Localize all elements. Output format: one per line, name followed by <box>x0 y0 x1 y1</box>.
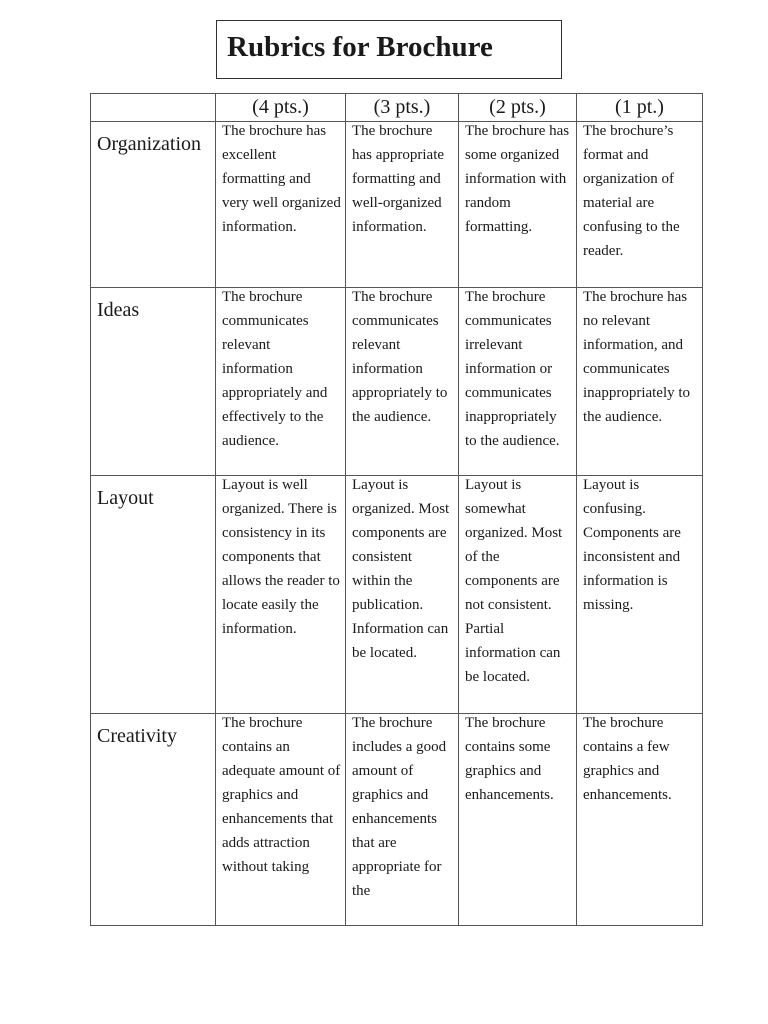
cell-text: The brochure has some organized information with random formatting. <box>465 123 570 235</box>
table-row-ideas <box>91 288 703 476</box>
header-cell-2pts: (2 pts.) <box>459 94 577 122</box>
header-cell-4pts: (4 pts.) <box>216 94 346 122</box>
table-row-creativity <box>91 714 703 926</box>
rubric-cell <box>216 476 346 714</box>
rubric-cell <box>346 288 459 476</box>
criterion-label: Layout <box>97 487 154 509</box>
rubric-cell <box>577 714 703 926</box>
header-cell-1pt: (1 pt.) <box>577 94 703 122</box>
cell-text: The brochure communicates irrelevant information or communicates inappropriately to the audience. <box>465 289 560 449</box>
criterion-cell <box>91 476 216 714</box>
rubric-cell <box>216 288 346 476</box>
criterion-cell <box>91 288 216 476</box>
criterion-label: Organization <box>97 133 202 155</box>
page-title: Rubrics for Brochure <box>227 31 493 63</box>
cell-text: The brochure’s format and organization of material are confusing to the reader. <box>583 123 680 259</box>
header-cell-empty <box>91 94 216 122</box>
cell-text: The brochure has excellent formatting and very well organized information. <box>222 123 341 235</box>
cell-text: The brochure has appropriate formatting and well-organized information. <box>352 123 445 235</box>
cell-text: The brochure communicates relevant information appropriately and effectively to the audience. <box>222 289 328 449</box>
cell-text: Layout is organized. Most components are consistent within the publication. Information can be located. <box>352 477 450 661</box>
rubric-cell <box>577 476 703 714</box>
table-row-layout <box>91 476 703 714</box>
cell-text: The brochure communicates relevant information appropriately to the audience. <box>352 289 448 425</box>
header-cell-3pts: (3 pts.) <box>346 94 459 122</box>
rubric-table <box>90 93 703 926</box>
rubric-cell <box>346 476 459 714</box>
cell-text: Layout is confusing. Components are inconsistent and information is missing. <box>583 477 681 613</box>
cell-text: The brochure contains some graphics and enhancements. <box>465 715 554 803</box>
cell-text: The brochure contains a few graphics and enhancements. <box>583 715 672 803</box>
cell-text: The brochure has no relevant information, and communicates inappropriately to the audience. <box>583 289 691 425</box>
rubric-cell <box>459 476 577 714</box>
criterion-label: Creativity <box>97 725 177 747</box>
criterion-cell <box>91 122 216 288</box>
cell-text: The brochure includes a good amount of graphics and enhancements that are appropriate for the <box>352 715 447 899</box>
rubric-cell <box>346 714 459 926</box>
title-box <box>216 20 562 79</box>
rubric-cell <box>346 122 459 288</box>
cell-text: Layout is somewhat organized. Most of the components are not consistent. Partial information can be located. <box>465 477 563 685</box>
rubric-cell <box>216 122 346 288</box>
rubric-cell <box>459 714 577 926</box>
cell-text: The brochure contains an adequate amount of graphics and enhancements that adds attraction without taking <box>222 715 341 875</box>
header-row <box>91 94 703 122</box>
rubric-cell <box>459 122 577 288</box>
criterion-label: Ideas <box>97 299 140 321</box>
rubric-cell <box>577 288 703 476</box>
table-row-organization <box>91 122 703 288</box>
rubric-cell <box>459 288 577 476</box>
rubric-cell <box>216 714 346 926</box>
cell-text: Layout is well organized. There is consistency in its components that allows the reader to locate easily the information. <box>222 477 340 637</box>
criterion-cell <box>91 714 216 926</box>
rubric-cell <box>577 122 703 288</box>
